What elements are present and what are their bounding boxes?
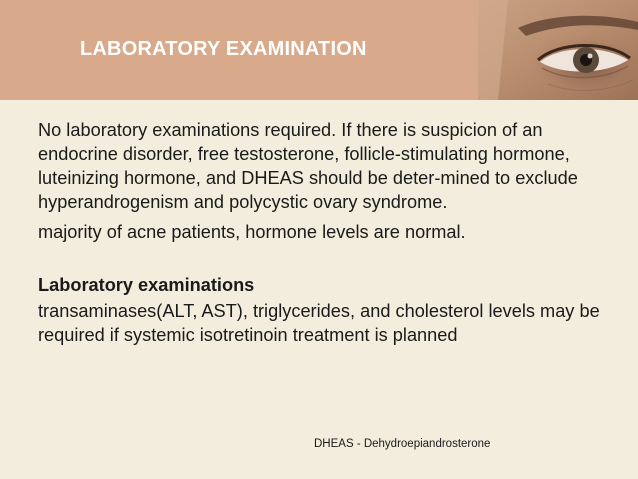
section-subheading: Laboratory examinations: [38, 275, 255, 295]
slide-body: [38, 118, 613, 347]
slide-title: LABORATORY EXAMINATION: [80, 38, 367, 60]
face-eye-photo: [478, 0, 638, 100]
body-paragraph-1: No laboratory examinations required. If there is suspicion of an endocrine disorder, free testosterone, follicle-stimulating hormone, luteinizing hormone, and DHEAS should be deter-mined to exclude hyperandrogenism and polycystic ovary syndrome.: [38, 120, 578, 212]
footnote: DHEAS - Dehydroepiandrosterone: [314, 438, 491, 450]
body-paragraph-3: transaminases(ALT, AST), triglycerides, and cholesterol levels may be required if systemic isotretinoin treatment is planned: [38, 301, 600, 345]
body-paragraph-2: majority of acne patients, hormone levels are normal.: [38, 222, 466, 242]
spacer: [38, 244, 613, 273]
